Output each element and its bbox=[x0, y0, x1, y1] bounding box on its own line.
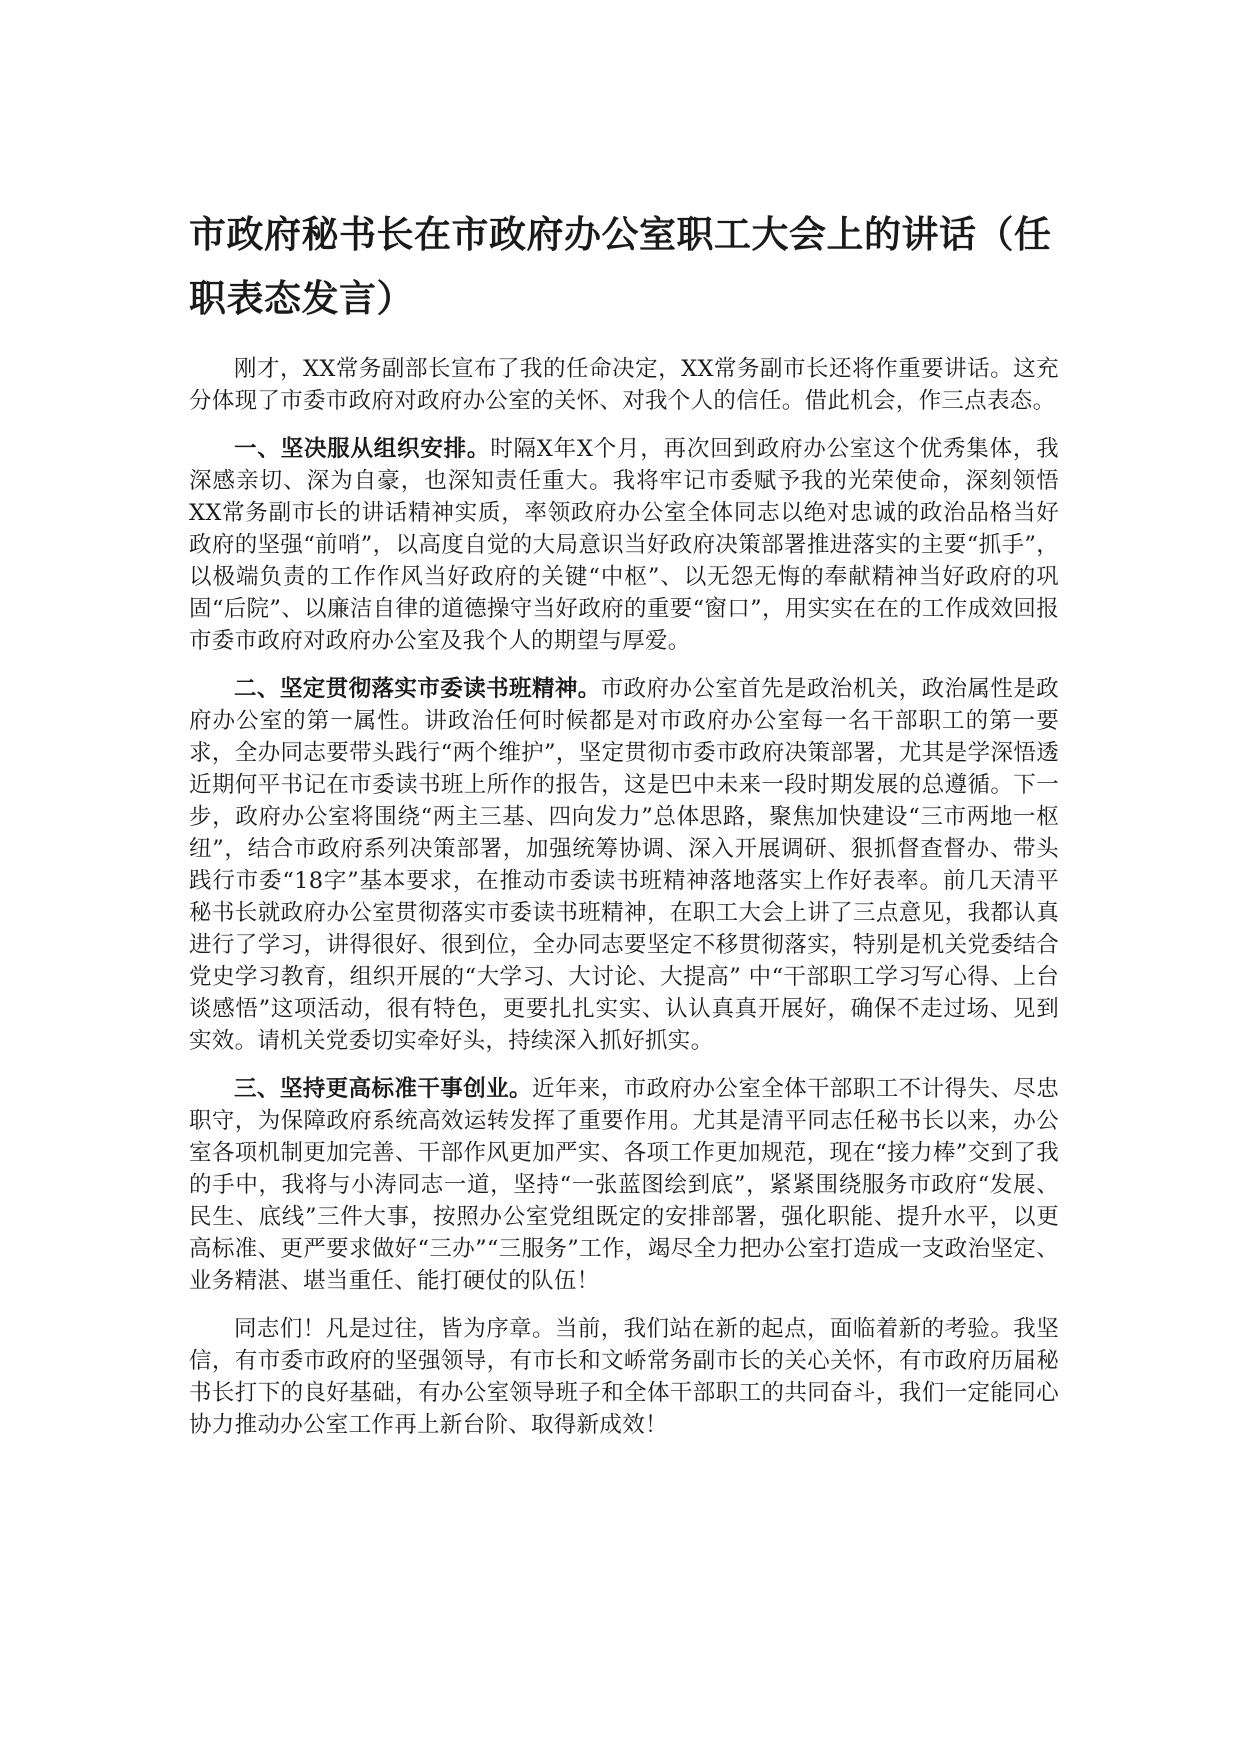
paragraph-point-three bbox=[189, 1073, 1059, 1297]
paragraph-text: 刚才，XX常务副部长宣布了我的任命决定，XX常务副市长还将作重要讲话。这充分体现了市委市政府对政府办公室的关怀、对我个人的信任。借此机会，作三点表态。 bbox=[189, 356, 1059, 414]
paragraph-opening bbox=[189, 353, 1059, 417]
paragraph-heading: 一、坚决服从组织安排。 bbox=[234, 436, 491, 462]
paragraph-closing bbox=[189, 1313, 1059, 1441]
document-title: 市政府秘书长在市政府办公室职工大会上的讲话（任职表态发言） bbox=[189, 213, 1052, 320]
paragraph-point-two bbox=[189, 673, 1059, 1057]
document-body bbox=[189, 203, 1059, 1457]
paragraph-text: 市政府办公室首先是政治机关，政治属性是政府办公室的第一属性。讲政治任何时候都是对市政府办公室每一名干部职工的第一要求，全办同志要带头践行“两个维护”，坚定贯彻市委市政府决策部署，尤其是学深悟透近期何平书记在市委读书班上所作的报告，这是巴中未来一段时期发展的总遵循。下一步，政府办公室将围绕“两主三基、四向发力”总体思路，聚焦加快建设“三市两地一枢纽”，结合市政府系列决策部署，加强统筹协调、深入开展调研、狠抓督查督办、带头践行市委“18字”基本要求，在推动市委读书班精神落地落实上作好表率。前几天清平秘书长就政府办公室贯彻落实市委读书班精神，在职工大会上讲了三点意见，我都认真进行了学习，讲得很好、很到位，全办同志要坚定不移贯彻落实，特别是机关党委结合党史学习教育，组织开展的“大学习、大讨论、大提高” 中“干部职工学习写心得、上台谈感悟”这项活动，很有特色，更要扎扎实实、认认真真开展好，确保不走过场、见到实效。请机关党委切实牵好头，持续深入抓好抓实。 bbox=[189, 676, 1059, 1054]
paragraph-text: 近年来，市政府办公室全体干部职工不计得失、尽忠职守，为保障政府系统高效运转发挥了重要作用。尤其是清平同志任秘书长以来，办公室各项机制更加完善、干部作风更加严实、各项工作更加规范，现在“接力棒”交到了我的手中，我将与小涛同志一道，坚持“一张蓝图绘到底”，紧紧围绕服务市政府“发展、民生、底线”三件大事，按照办公室党组既定的安排部署，强化职能、提升水平，以更高标准、更严要求做好“三办”“三服务”工作，竭尽全力把办公室打造成一支政治坚定、业务精湛、堪当重任、能打硬仗的队伍！ bbox=[189, 1076, 1060, 1294]
paragraph-text: 同志们！凡是过往，皆为序章。当前，我们站在新的起点，面临着新的考验。我坚信，有市委市政府的坚强领导，有市长和文峤常务副市长的关心关怀，有市政府历届秘书长打下的良好基础，有办公室领导班子和全体干部职工的共同奋斗，我们一定能同心协力推动办公室工作再上新台阶、取得新成效！ bbox=[189, 1316, 1059, 1438]
paragraph-heading: 二、坚定贯彻落实市委读书班精神。 bbox=[234, 676, 601, 702]
paragraph-text: 时隔X年X个月，再次回到政府办公室这个优秀集体，我深感亲切、深为自豪，也深知责任重大。我将牢记市委赋予我的光荣使命，深刻领悟XX常务副市长的讲话精神实质，率领政府办公室全体同志以绝对忠诚的政治品格当好政府的坚强“前哨”，以高度自觉的大局意识当好政府决策部署推进落实的主要“抓手”，以极端负责的工作作风当好政府的关键“中枢”、以无怨无悔的奉献精神当好政府的巩固“后院”、以廉洁自律的道德操守当好政府的重要“窗口”，用实实在在的工作成效回报市委市政府对政府办公室及我个人的期望与厚爱。 bbox=[189, 436, 1059, 654]
paragraph-point-one bbox=[189, 433, 1059, 657]
paragraph-heading: 三、坚持更高标准干事创业。 bbox=[234, 1076, 532, 1102]
